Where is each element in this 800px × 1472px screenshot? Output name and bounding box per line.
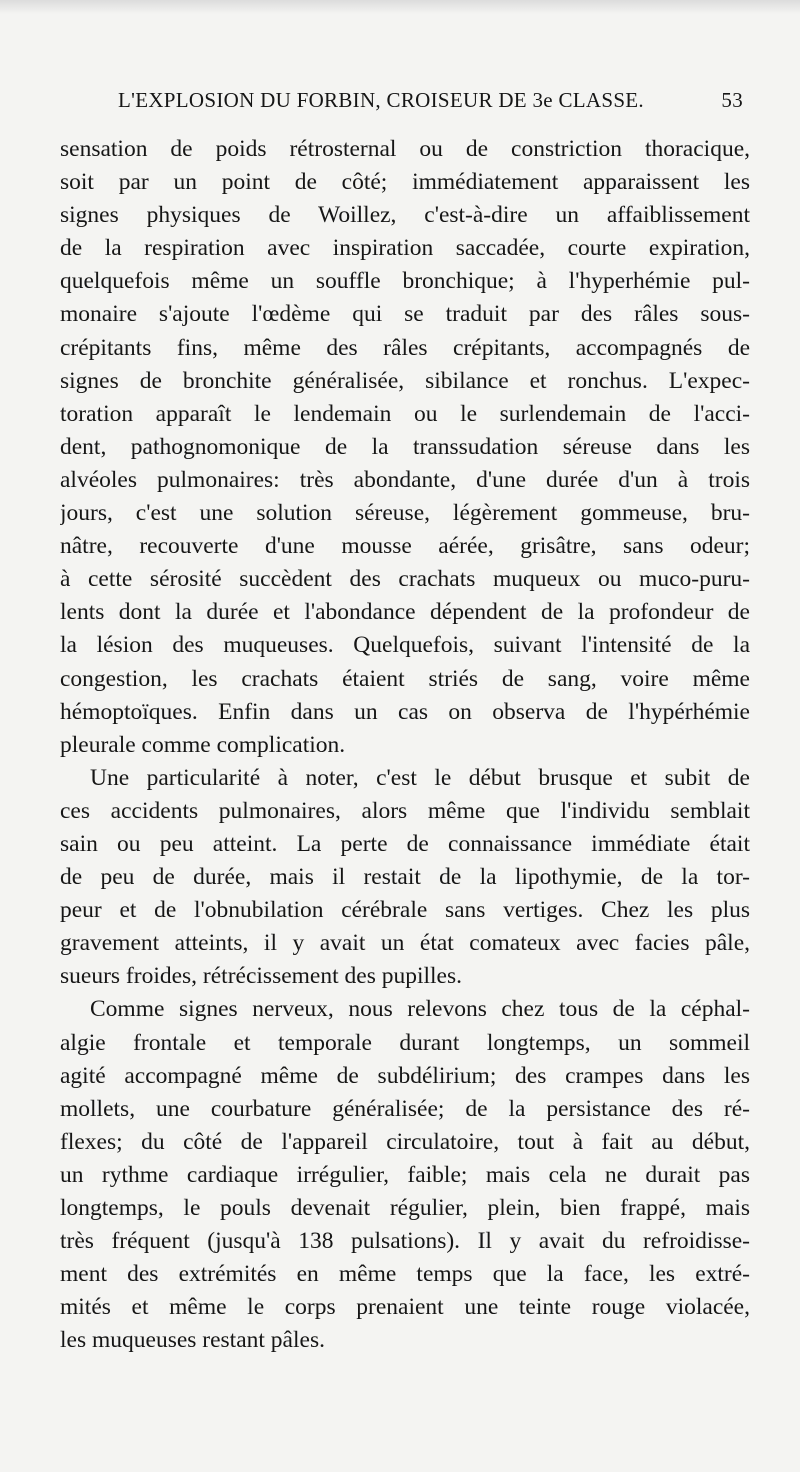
text-line: longtemps, le pouls devenait régulier, plein, bien frappé, mais	[60, 1195, 750, 1221]
paragraph	[60, 133, 750, 762]
paragraph	[60, 762, 750, 994]
text-line: alvéoles pulmonaires: très abondante, d'une durée d'un à trois	[60, 466, 750, 493]
text-line: soit par un point de côté; immédiatement apparaissent les	[60, 169, 750, 196]
text-line: nâtre, recouverte d'une mousse aérée, grisâtre, sans odeur;	[60, 533, 750, 560]
text-line: les muqueuses restant pâles.	[60, 1327, 325, 1354]
text-line: monaire s'ajoute l'œdème qui se traduit par des râles sous-	[60, 301, 750, 328]
text-line: sueurs froides, rétrécissement des pupilles.	[60, 963, 463, 990]
text-line: mollets, une courbature généralisée; de la persistance des ré-	[60, 1095, 750, 1122]
text-line: dent, pathognomonique de la transsudation séreuse dans les	[60, 433, 750, 460]
text-line: de peu de durée, mais il restait de la lipothymie, de la tor-	[60, 864, 750, 891]
paragraph	[60, 993, 750, 1357]
text-line: mités et même le corps prenaient une teinte rouge violacée,	[60, 1294, 750, 1321]
body-text	[60, 133, 750, 1357]
text-line: très fréquent (jusqu'à 138 pulsations). Il y avait du refroidisse-	[60, 1228, 750, 1255]
text-line: Une particularité à noter, c'est le début brusque et subit de	[90, 764, 750, 791]
page-number: 53	[721, 88, 743, 112]
text-line: flexes; du côté de l'appareil circulatoire, tout à fait au début,	[60, 1128, 750, 1155]
text-line: toration apparaît le lendemain ou le surlendemain de l'acci-	[60, 400, 750, 427]
text-line: signes physiques de Woillez, c'est-à-dire un affaiblissement	[60, 202, 750, 229]
scan-top-edge	[0, 0, 800, 14]
text-line: Comme signes nerveux, nous relevons chez tous de la céphal-	[90, 996, 750, 1023]
text-line: crépitants fins, même des râles crépitants, accompagnés de	[60, 334, 750, 361]
page-header	[118, 88, 743, 118]
text-line: signes de bronchite généralisée, sibilance et ronchus. L'expec-	[60, 367, 750, 394]
text-line: sensation de poids rétrosternal ou de constriction thoracique,	[60, 136, 750, 162]
text-line: pleurale comme complication.	[60, 731, 346, 758]
text-line: congestion, les crachats étaient striés de sang, voire même	[60, 665, 750, 692]
running-title: L'EXPLOSION DU FORBIN, CROISEUR DE 3e CLASSE.	[118, 88, 644, 112]
text-line: jours, c'est une solution séreuse, légèrement gommeuse, bru-	[60, 500, 750, 527]
text-line: lents dont la durée et l'abondance dépendent de la profondeur de	[60, 599, 750, 626]
text-line: de la respiration avec inspiration saccadée, courte expiration,	[60, 235, 750, 262]
text-line: ment des extrémités en même temps que la face, les extré-	[60, 1261, 750, 1288]
text-line: sain ou peu atteint. La perte de connaissance immédiate était	[60, 830, 750, 857]
text-line: algie frontale et temporale durant longtemps, un sommeil	[60, 1029, 750, 1056]
text-line: gravement atteints, il y avait un état comateux avec facies pâle,	[60, 930, 750, 957]
text-line: ces accidents pulmonaires, alors même que l'individu semblait	[60, 797, 750, 824]
text-line: à cette sérosité succèdent des crachats muqueux ou muco-puru-	[60, 566, 750, 593]
text-line: hémoptoïques. Enfin dans un cas on observa de l'hypérhémie	[60, 698, 750, 725]
text-line: la lésion des muqueuses. Quelquefois, suivant l'intensité de la	[60, 632, 750, 659]
text-line: peur et de l'obnubilation cérébrale sans vertiges. Chez les plus	[60, 897, 750, 924]
text-line: un rythme cardiaque irrégulier, faible; mais cela ne durait pas	[60, 1161, 750, 1188]
text-line: quelquefois même un souffle bronchique; à l'hyperhémie pul-	[60, 268, 750, 295]
text-line: agité accompagné même de subdélirium; des crampes dans les	[60, 1062, 750, 1089]
